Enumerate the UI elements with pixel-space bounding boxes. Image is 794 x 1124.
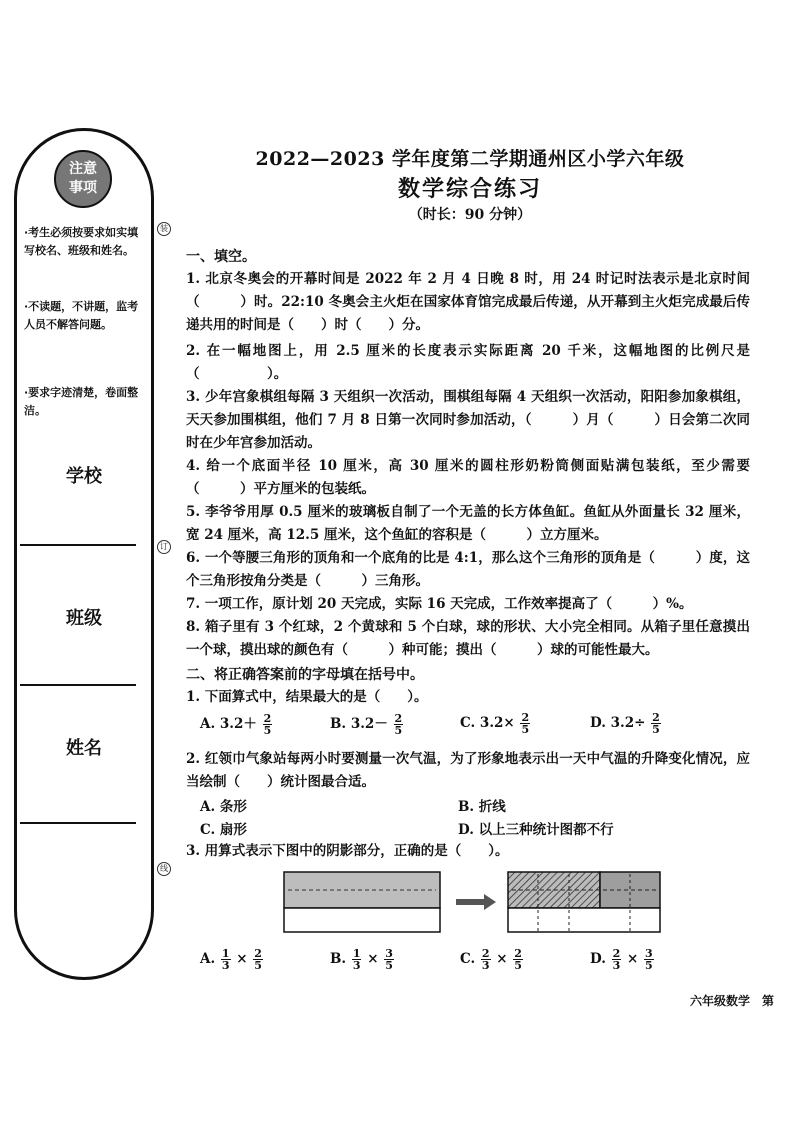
q2-2-option-b: B. 折线 bbox=[458, 799, 506, 815]
option-letter: A. bbox=[200, 716, 216, 732]
note-neat-writing: ·要求字迹清楚，卷面整洁。 bbox=[24, 386, 139, 417]
fraction-numerator: 3 bbox=[645, 947, 653, 960]
question-2-3: 3. 用算式表示下图中的阴影部分，正确的是（ ）。 bbox=[186, 843, 509, 859]
option-letter: C. bbox=[460, 715, 476, 731]
fraction-denominator: 3 bbox=[352, 959, 361, 972]
school-label: 学校 bbox=[66, 466, 102, 487]
fraction-denominator: 3 bbox=[221, 959, 230, 972]
q2-1-option-d bbox=[590, 712, 662, 735]
school-line bbox=[20, 544, 136, 546]
q2-1-option-b bbox=[330, 712, 404, 736]
q2-1-option-c bbox=[460, 712, 531, 735]
question-2-1: 1. 下面算式中，结果最大的是（ ）。 bbox=[186, 689, 428, 705]
fraction bbox=[520, 712, 530, 735]
fraction-numerator: 2 bbox=[394, 712, 403, 725]
note-fill-info: ·考生必须按要求如实填写校名、班级和姓名。 bbox=[24, 226, 139, 257]
option-letter: A. bbox=[200, 951, 216, 967]
operator: × bbox=[236, 951, 248, 967]
question-2-2: 2. 红领巾气象站每两小时要测量一次气温，为了形象地表示出一天中气温的升降变化情况，应当绘制（ ）统计图最合适。 bbox=[186, 751, 750, 790]
fraction-denominator: 5 bbox=[521, 723, 530, 736]
diagram-right-rect bbox=[508, 872, 660, 932]
note-no-explain: ·不读题，不讲题，监考人员不解答问题。 bbox=[24, 300, 139, 331]
fraction-denominator: 5 bbox=[385, 959, 393, 972]
fraction-numerator: 2 bbox=[514, 947, 522, 960]
option-letter: D. bbox=[590, 715, 606, 731]
question-1-2: 2. 在一幅地图上，用 2.5 厘米的长度表示实际距离 20 千米，这幅地图的比例尺是（ ）。 bbox=[186, 343, 750, 382]
q2-2-option-a: A. 条形 bbox=[200, 799, 247, 815]
option-expr: 3.2－ bbox=[350, 716, 388, 732]
fraction-denominator: 3 bbox=[612, 959, 621, 972]
fraction bbox=[221, 948, 231, 971]
name-line bbox=[20, 822, 136, 824]
option-letter: D. bbox=[590, 951, 606, 967]
fraction-numerator: 2 bbox=[254, 947, 262, 960]
question-1-3: 3. 少年宫象棋组每隔 3 天组织一次活动，围棋组每隔 4 天组织一次活动，阳阳参加象棋组，天天参加围棋组，他们 7 月 8 日第一次同时参加活动，（ ）月（ ）日会第二次同时在少年宫参加活动。 bbox=[186, 389, 750, 451]
fraction-denominator: 5 bbox=[254, 959, 262, 972]
binding-mark-3: 线 bbox=[157, 862, 171, 876]
fraction-numerator: 2 bbox=[612, 947, 621, 960]
fraction bbox=[384, 948, 394, 971]
question-1-5: 5. 李爷爷用厚 0.5 厘米的玻璃板自制了一个无盖的长方体鱼缸。鱼缸从外面量长 32 厘米，宽 24 厘米，高 12.5 厘米，这个鱼缸的容积是（ ）立方厘米。 bbox=[186, 504, 750, 543]
fraction-numerator: 3 bbox=[385, 947, 393, 960]
class-label: 班级 bbox=[66, 608, 102, 629]
operator: × bbox=[627, 951, 639, 967]
question-1-1: 1. 北京冬奥会的开幕时间是 2022 年 2 月 4 日晚 8 时，用 24 时记时法表示是北京时间（ ）时。22:10 冬奥会主火炬在国家体育馆完成最后传递，从开幕到主火炬完成最后传递共用的时间是（ ）时（ ）分。 bbox=[186, 271, 750, 333]
exam-duration: （时长：90 分钟） bbox=[408, 207, 532, 223]
option-letter: C. bbox=[460, 951, 476, 967]
question-1-6: 6. 一个等腰三角形的顶角和一个底角的比是 4:1，那么这个三角形的顶角是（ ）度，这个三角形按角分类是（ ）三角形。 bbox=[186, 550, 750, 589]
option-expr: 3.2÷ bbox=[610, 715, 646, 731]
option-letter: B. bbox=[330, 951, 347, 967]
fraction-denominator: 3 bbox=[481, 959, 490, 972]
option-expr: 3.2＋ bbox=[219, 716, 257, 732]
arrow-icon bbox=[456, 894, 496, 910]
fraction bbox=[263, 713, 273, 736]
fraction bbox=[651, 712, 661, 735]
fraction bbox=[513, 948, 523, 971]
fraction-numerator: 1 bbox=[352, 947, 361, 960]
option-letter: B. bbox=[330, 716, 347, 732]
q2-3-option-d bbox=[590, 948, 655, 971]
question-1-7: 7. 一项工作，原计划 20 天完成，实际 16 天完成，工作效率提高了（ ）%。 bbox=[186, 596, 693, 612]
fraction-denominator: 5 bbox=[394, 724, 403, 737]
fraction-numerator: 1 bbox=[221, 947, 230, 960]
exam-title: 2022—2023 学年度第二学期通州区小学六年级 bbox=[255, 148, 685, 170]
fraction bbox=[644, 948, 654, 971]
fraction bbox=[352, 948, 362, 971]
question-1-8: 8. 箱子里有 3 个红球，2 个黄球和 5 个白球，球的形状、大小完全相同。从箱子里任意摸出一个球，摸出球的颜色有（ ）种可能；摸出（ ）球的可能性最大。 bbox=[186, 619, 750, 658]
q2-3-option-c bbox=[460, 948, 524, 971]
q2-2-option-c: C. 扇形 bbox=[200, 822, 247, 838]
fraction bbox=[612, 948, 622, 971]
operator: × bbox=[496, 951, 508, 967]
q2-2-option-d: D. 以上三种统计图都不行 bbox=[458, 822, 614, 838]
fraction-denominator: 5 bbox=[652, 723, 660, 736]
question-1-4: 4. 给一个底面半径 10 厘米，高 30 厘米的圆柱形奶粉筒侧面贴满包装纸，至少需要（ ）平方厘米的包装纸。 bbox=[186, 458, 750, 497]
notice-badge-line2: 事项 bbox=[69, 180, 97, 196]
exam-subtitle: 数学综合练习 bbox=[397, 176, 542, 202]
fraction bbox=[253, 948, 263, 971]
fraction-numerator: 2 bbox=[521, 711, 530, 724]
class-line bbox=[20, 684, 136, 686]
fraction-diagram bbox=[280, 866, 670, 938]
binding-mark-2: 订 bbox=[157, 540, 171, 554]
section1-heading: 一、填空。 bbox=[186, 249, 256, 265]
fraction-denominator: 5 bbox=[263, 724, 272, 737]
fraction-denominator: 5 bbox=[645, 959, 653, 972]
fraction bbox=[394, 713, 404, 736]
diagram-left-rect bbox=[284, 872, 440, 932]
page-footer: 六年级数学 第 bbox=[690, 994, 775, 1008]
section2-heading: 二、将正确答案前的字母填在括号中。 bbox=[186, 667, 424, 683]
q2-1-option-a bbox=[200, 712, 273, 736]
binding-mark-1: 装 bbox=[157, 222, 171, 236]
fraction-numerator: 2 bbox=[652, 711, 660, 724]
fraction bbox=[481, 948, 491, 971]
fraction-numerator: 2 bbox=[263, 712, 272, 725]
notice-badge-line1: 注意 bbox=[69, 161, 97, 177]
fraction-denominator: 5 bbox=[514, 959, 522, 972]
q2-3-option-a bbox=[200, 948, 264, 971]
fraction-numerator: 2 bbox=[481, 947, 490, 960]
option-expr: 3.2× bbox=[479, 715, 515, 731]
name-label: 姓名 bbox=[66, 738, 102, 759]
q2-3-option-b bbox=[330, 948, 395, 971]
operator: × bbox=[367, 951, 379, 967]
notice-badge bbox=[54, 150, 112, 208]
